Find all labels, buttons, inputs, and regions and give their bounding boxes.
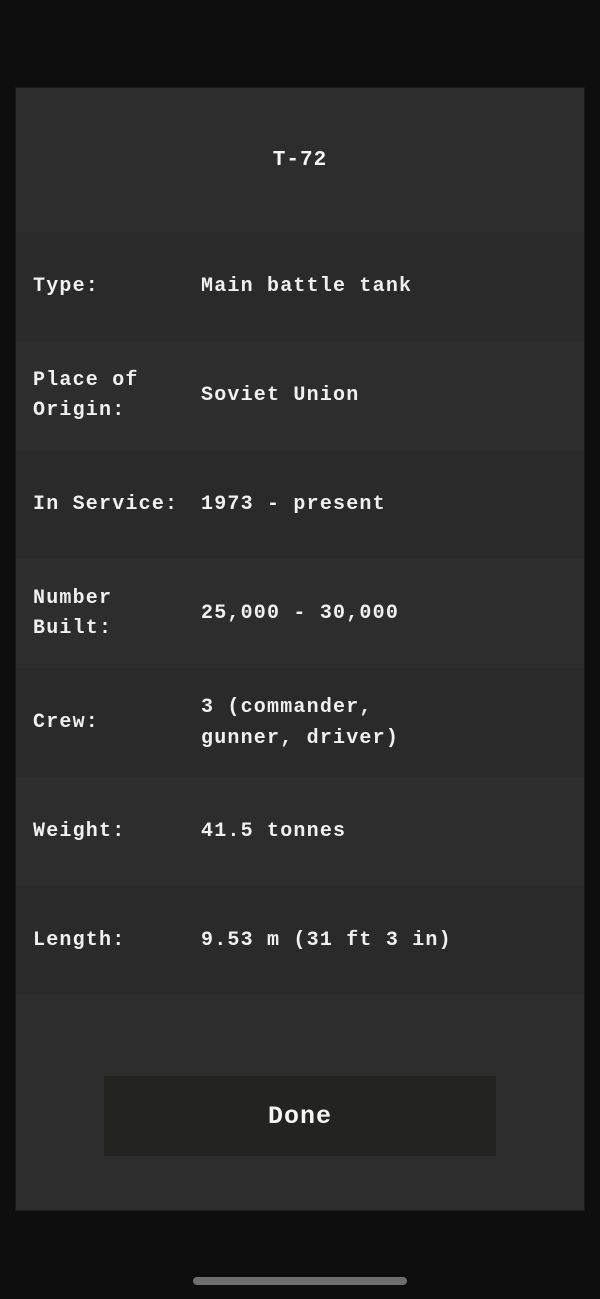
spec-value: 9.53 m (31 ft 3 in) (201, 929, 452, 952)
spec-row-crew (16, 668, 584, 777)
spec-row-type (16, 232, 584, 341)
spec-row-place-of-origin (16, 341, 584, 450)
spec-value: Main battle tank (201, 275, 413, 298)
spec-value: 3 (commander, gunner, driver) (201, 695, 400, 750)
spec-label: Crew: (33, 710, 100, 734)
spec-row-length (16, 886, 584, 995)
spec-row-weight (16, 777, 584, 886)
spec-label: Weight: (33, 819, 126, 843)
spec-value: Soviet Union (201, 384, 360, 407)
spec-row-in-service (16, 450, 584, 559)
modal-title: T-72 (272, 148, 328, 172)
spec-label: Place of Origin: (33, 368, 139, 422)
spec-label: Type: (33, 274, 100, 298)
spec-value: 41.5 tonnes (201, 820, 347, 843)
tank-details-modal (16, 88, 584, 1210)
spec-label: Length: (33, 928, 126, 952)
spec-label: In Service: (33, 492, 179, 516)
done-button[interactable]: Done (104, 1076, 496, 1156)
spec-value: 1973 - present (201, 493, 386, 516)
spec-table (16, 232, 584, 995)
spec-row-number-built (16, 559, 584, 668)
home-indicator[interactable] (193, 1277, 407, 1285)
spec-value: 25,000 - 30,000 (201, 602, 400, 625)
spec-label: Number Built: (33, 586, 113, 640)
